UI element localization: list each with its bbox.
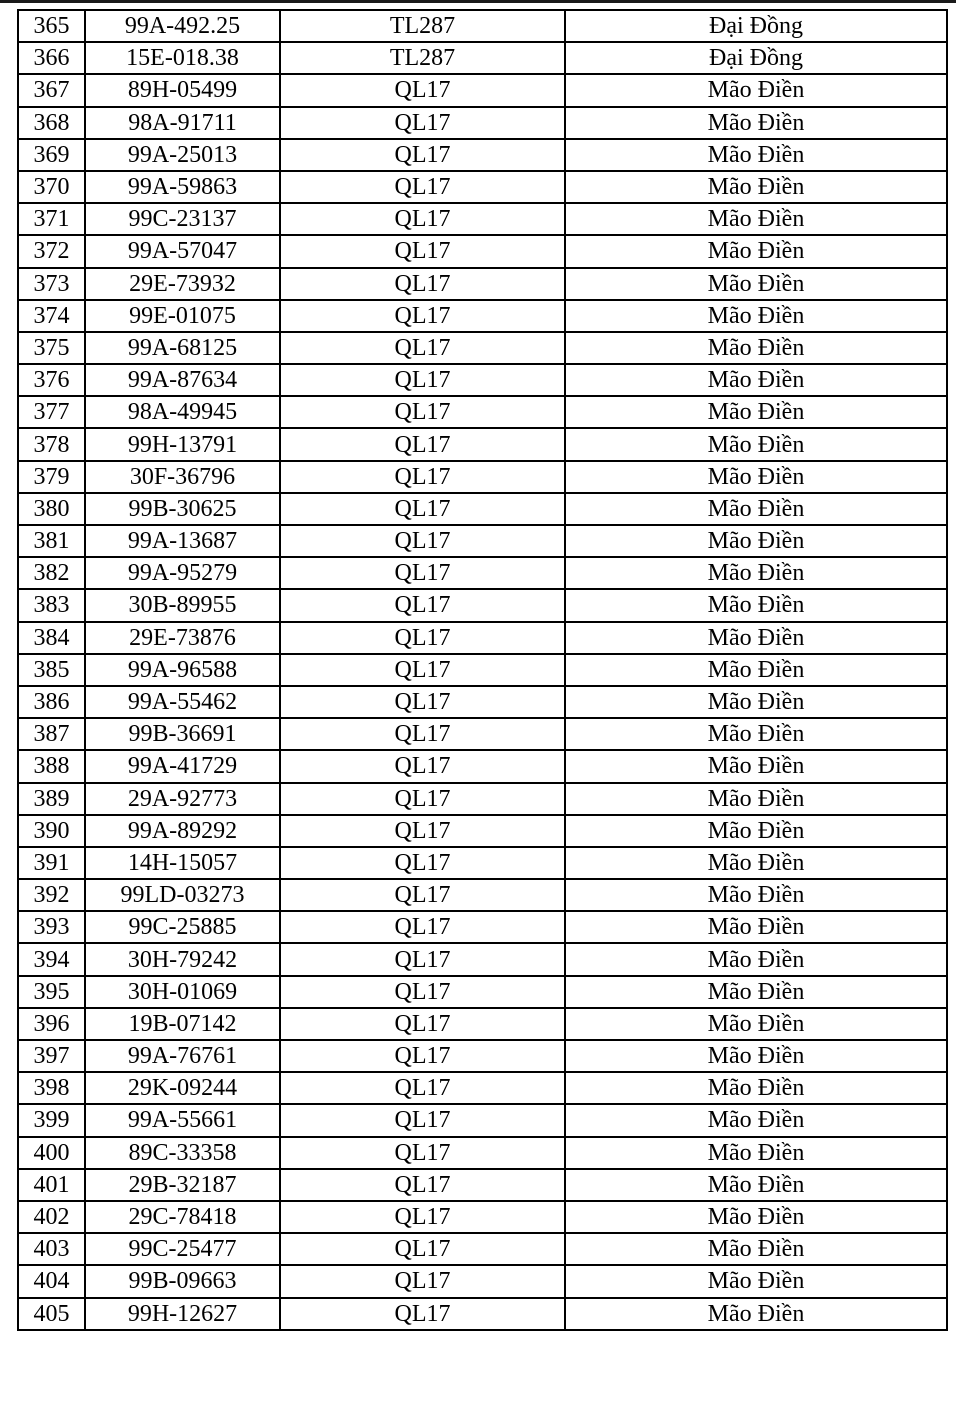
row-number-cell: 403 [18,1233,85,1265]
license-plate-cell: 99C-25477 [85,1233,280,1265]
road-cell: QL17 [280,268,565,300]
license-plate-cell: 29C-78418 [85,1201,280,1233]
license-plate-cell: 98A-49945 [85,396,280,428]
road-cell: QL17 [280,1169,565,1201]
location-cell: Mão Điền [565,364,947,396]
road-cell: QL17 [280,815,565,847]
table-row [18,750,947,782]
table-row [18,622,947,654]
location-cell: Mão Điền [565,1072,947,1104]
license-plate-cell: 99B-30625 [85,493,280,525]
location-cell: Mão Điền [565,943,947,975]
table-row [18,268,947,300]
table-row [18,654,947,686]
table-row [18,300,947,332]
location-cell: Mão Điền [565,235,947,267]
road-cell: QL17 [280,847,565,879]
row-number-cell: 398 [18,1072,85,1104]
location-cell: Mão Điền [565,557,947,589]
road-cell: QL17 [280,879,565,911]
table-row [18,879,947,911]
license-plate-cell: 99B-36691 [85,718,280,750]
table-row [18,428,947,460]
row-number-cell: 404 [18,1265,85,1297]
row-number-cell: 372 [18,235,85,267]
row-number-cell: 393 [18,911,85,943]
location-cell: Mão Điền [565,783,947,815]
table-row [18,815,947,847]
location-cell: Đại Đồng [565,42,947,74]
location-cell: Mão Điền [565,622,947,654]
row-number-cell: 371 [18,203,85,235]
road-cell: QL17 [280,428,565,460]
row-number-cell: 397 [18,1040,85,1072]
location-cell: Mão Điền [565,171,947,203]
road-cell: QL17 [280,332,565,364]
row-number-cell: 394 [18,943,85,975]
location-cell: Mão Điền [565,1169,947,1201]
license-plate-cell: 29B-32187 [85,1169,280,1201]
license-plate-cell: 99A-13687 [85,525,280,557]
table-row [18,1201,947,1233]
row-number-cell: 392 [18,879,85,911]
road-cell: QL17 [280,718,565,750]
row-number-cell: 366 [18,42,85,74]
license-plate-cell: 30B-89955 [85,589,280,621]
row-number-cell: 368 [18,107,85,139]
license-plate-cell: 99A-55661 [85,1104,280,1136]
row-number-cell: 402 [18,1201,85,1233]
row-number-cell: 365 [18,10,85,42]
license-plate-cell: 14H-15057 [85,847,280,879]
location-cell: Mão Điền [565,1008,947,1040]
license-plate-cell: 29K-09244 [85,1072,280,1104]
road-cell: QL17 [280,976,565,1008]
location-cell: Mão Điền [565,750,947,782]
location-cell: Mão Điền [565,1298,947,1330]
row-number-cell: 370 [18,171,85,203]
location-cell: Mão Điền [565,1201,947,1233]
license-plate-cell: 99E-01075 [85,300,280,332]
road-cell: QL17 [280,235,565,267]
table-row [18,1104,947,1136]
location-cell: Mão Điền [565,525,947,557]
location-cell: Đại Đồng [565,10,947,42]
table-row [18,943,947,975]
license-plate-cell: 99B-09663 [85,1265,280,1297]
road-cell: QL17 [280,589,565,621]
license-plate-cell: 30F-36796 [85,461,280,493]
location-cell: Mão Điền [565,203,947,235]
license-plate-cell: 99LD-03273 [85,879,280,911]
license-plate-cell: 99A-55462 [85,686,280,718]
table-row [18,1233,947,1265]
location-cell: Mão Điền [565,911,947,943]
road-cell: QL17 [280,107,565,139]
table-body [18,10,947,1330]
row-number-cell: 374 [18,300,85,332]
road-cell: TL287 [280,42,565,74]
table-row [18,10,947,42]
license-plate-cell: 99A-25013 [85,139,280,171]
location-cell: Mão Điền [565,815,947,847]
location-cell: Mão Điền [565,139,947,171]
table-row [18,525,947,557]
location-cell: Mão Điền [565,332,947,364]
table-row [18,976,947,1008]
table-row [18,1008,947,1040]
location-cell: Mão Điền [565,654,947,686]
row-number-cell: 377 [18,396,85,428]
road-cell: QL17 [280,364,565,396]
license-plate-cell: 98A-91711 [85,107,280,139]
table-row [18,171,947,203]
license-plate-cell: 29E-73876 [85,622,280,654]
location-cell: Mão Điền [565,428,947,460]
license-plate-cell: 99C-25885 [85,911,280,943]
row-number-cell: 389 [18,783,85,815]
row-number-cell: 383 [18,589,85,621]
table-row [18,203,947,235]
road-cell: QL17 [280,1265,565,1297]
document-table-container [17,9,946,1331]
row-number-cell: 384 [18,622,85,654]
road-cell: QL17 [280,1201,565,1233]
location-cell: Mão Điền [565,461,947,493]
location-cell: Mão Điền [565,847,947,879]
license-plate-cell: 99A-41729 [85,750,280,782]
license-plate-cell: 99A-95279 [85,557,280,589]
location-cell: Mão Điền [565,396,947,428]
row-number-cell: 385 [18,654,85,686]
row-number-cell: 401 [18,1169,85,1201]
road-cell: QL17 [280,783,565,815]
table-row [18,461,947,493]
location-cell: Mão Điền [565,74,947,106]
license-plate-cell: 99A-87634 [85,364,280,396]
road-cell: QL17 [280,493,565,525]
road-cell: QL17 [280,1072,565,1104]
road-cell: TL287 [280,10,565,42]
license-plate-cell: 30H-79242 [85,943,280,975]
license-plate-cell: 99A-76761 [85,1040,280,1072]
road-cell: QL17 [280,654,565,686]
row-number-cell: 399 [18,1104,85,1136]
license-plate-cell: 30H-01069 [85,976,280,1008]
row-number-cell: 381 [18,525,85,557]
table-row [18,718,947,750]
table-row [18,1265,947,1297]
location-cell: Mão Điền [565,268,947,300]
table-row [18,139,947,171]
license-plate-cell: 15E-018.38 [85,42,280,74]
table-row [18,783,947,815]
road-cell: QL17 [280,396,565,428]
row-number-cell: 369 [18,139,85,171]
row-number-cell: 386 [18,686,85,718]
table-row [18,493,947,525]
location-cell: Mão Điền [565,493,947,525]
location-cell: Mão Điền [565,1233,947,1265]
row-number-cell: 395 [18,976,85,1008]
road-cell: QL17 [280,1008,565,1040]
license-plate-cell: 99A-57047 [85,235,280,267]
road-cell: QL17 [280,74,565,106]
table-row [18,1169,947,1201]
road-cell: QL17 [280,139,565,171]
table-row [18,1040,947,1072]
row-number-cell: 380 [18,493,85,525]
row-number-cell: 400 [18,1137,85,1169]
table-row [18,74,947,106]
row-number-cell: 375 [18,332,85,364]
road-cell: QL17 [280,171,565,203]
license-plate-cell: 99A-59863 [85,171,280,203]
road-cell: QL17 [280,461,565,493]
table-row [18,686,947,718]
location-cell: Mão Điền [565,879,947,911]
vehicle-record-table [17,9,948,1331]
license-plate-cell: 99H-13791 [85,428,280,460]
road-cell: QL17 [280,1137,565,1169]
license-plate-cell: 99A-89292 [85,815,280,847]
road-cell: QL17 [280,300,565,332]
road-cell: QL17 [280,1233,565,1265]
location-cell: Mão Điền [565,976,947,1008]
table-row [18,235,947,267]
road-cell: QL17 [280,943,565,975]
license-plate-cell: 99H-12627 [85,1298,280,1330]
row-number-cell: 378 [18,428,85,460]
table-row [18,332,947,364]
row-number-cell: 367 [18,74,85,106]
license-plate-cell: 99A-492.25 [85,10,280,42]
road-cell: QL17 [280,750,565,782]
road-cell: QL17 [280,203,565,235]
location-cell: Mão Điền [565,718,947,750]
row-number-cell: 387 [18,718,85,750]
row-number-cell: 405 [18,1298,85,1330]
road-cell: QL17 [280,686,565,718]
row-number-cell: 388 [18,750,85,782]
license-plate-cell: 89C-33358 [85,1137,280,1169]
row-number-cell: 390 [18,815,85,847]
license-plate-cell: 89H-05499 [85,74,280,106]
license-plate-cell: 19B-07142 [85,1008,280,1040]
row-number-cell: 382 [18,557,85,589]
road-cell: QL17 [280,557,565,589]
road-cell: QL17 [280,622,565,654]
table-row [18,107,947,139]
road-cell: QL17 [280,1040,565,1072]
table-row [18,364,947,396]
location-cell: Mão Điền [565,300,947,332]
row-number-cell: 396 [18,1008,85,1040]
road-cell: QL17 [280,525,565,557]
table-row [18,1072,947,1104]
location-cell: Mão Điền [565,1040,947,1072]
table-row [18,911,947,943]
table-row [18,42,947,74]
location-cell: Mão Điền [565,107,947,139]
table-row [18,589,947,621]
top-border-rule [0,0,956,3]
location-cell: Mão Điền [565,1137,947,1169]
table-row [18,557,947,589]
location-cell: Mão Điền [565,1265,947,1297]
road-cell: QL17 [280,911,565,943]
table-row [18,847,947,879]
table-row [18,1298,947,1330]
row-number-cell: 373 [18,268,85,300]
license-plate-cell: 99A-68125 [85,332,280,364]
row-number-cell: 391 [18,847,85,879]
license-plate-cell: 29E-73932 [85,268,280,300]
road-cell: QL17 [280,1298,565,1330]
table-row [18,1137,947,1169]
road-cell: QL17 [280,1104,565,1136]
license-plate-cell: 99A-96588 [85,654,280,686]
row-number-cell: 379 [18,461,85,493]
location-cell: Mão Điền [565,686,947,718]
row-number-cell: 376 [18,364,85,396]
location-cell: Mão Điền [565,589,947,621]
table-row [18,396,947,428]
license-plate-cell: 29A-92773 [85,783,280,815]
license-plate-cell: 99C-23137 [85,203,280,235]
location-cell: Mão Điền [565,1104,947,1136]
